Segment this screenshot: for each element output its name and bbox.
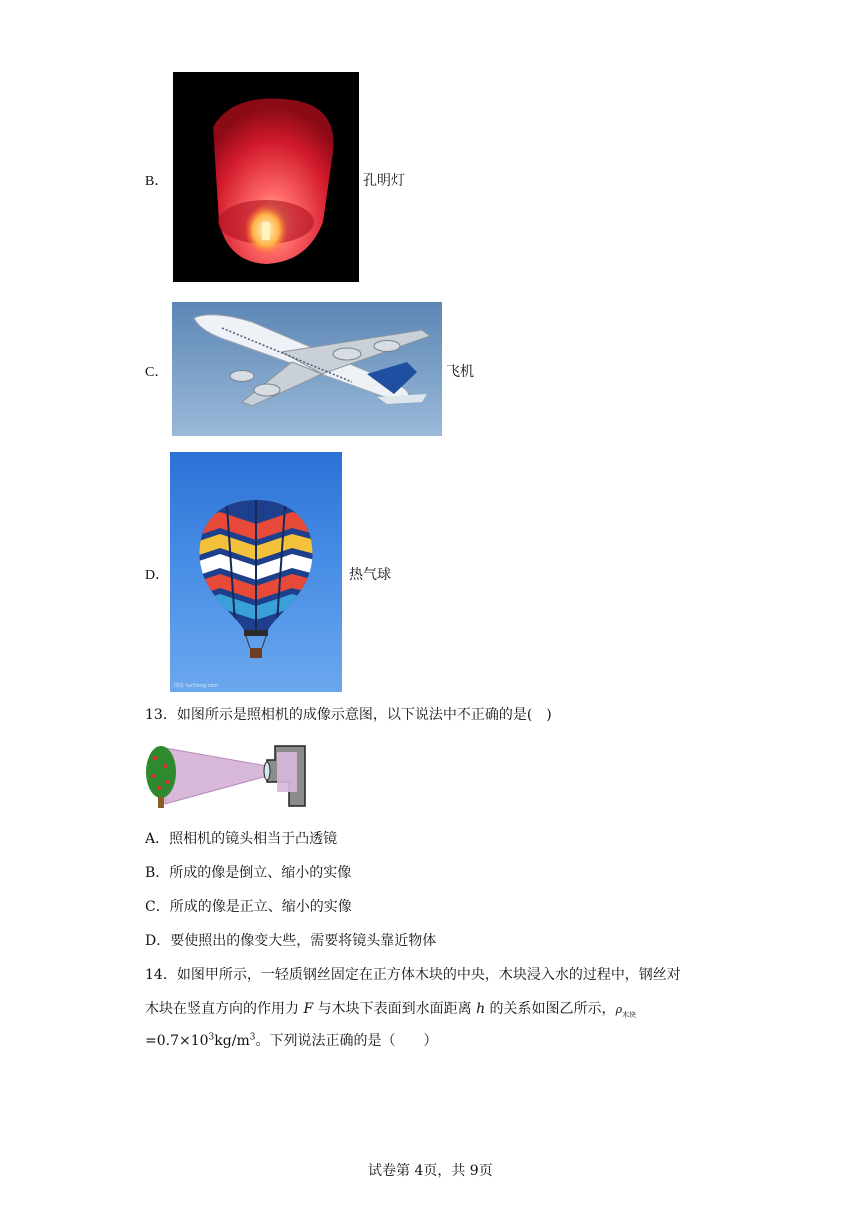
q14-line-3-text-a: =0.7×10	[145, 1033, 209, 1049]
q13-stem: 13．如图所示是照相机的成像示意图，以下说法中不正确的是( )	[145, 707, 552, 723]
q14-line-2-text-b: 与木块下表面到水面距离	[313, 1001, 477, 1017]
exponent-1: 3	[208, 1032, 215, 1043]
option-c-letter: C．	[145, 365, 169, 380]
force-symbol: F	[303, 1001, 314, 1017]
page-footer: 试卷第 4页，共 9页	[368, 1163, 493, 1179]
density-subscript: 木块	[622, 1010, 637, 1019]
sky-lantern-image	[173, 72, 359, 282]
option-c-caption: 飞机	[446, 364, 474, 380]
image-watermark: 图虫 tuchong.com	[174, 683, 219, 689]
height-symbol: h	[476, 1001, 486, 1017]
q13-choice-d: D．要使照出的像变大些，需要将镜头靠近物体	[145, 933, 437, 949]
exponent-2: 3	[249, 1032, 256, 1043]
q14-line-3-text-b: kg/m	[214, 1033, 250, 1049]
q14-line-3-text-c: 。下列说法正确的是（ ）	[255, 1033, 438, 1049]
camera-imaging-diagram	[143, 742, 313, 810]
option-b-caption: 孔明灯	[363, 173, 405, 189]
q13-choice-a: A．照相机的镜头相当于凸透镜	[145, 831, 338, 847]
q13-choice-c: C．所成的像是正立、缩小的实像	[145, 899, 352, 915]
q14-line-1: 14．如图甲所示，一轻质钢丝固定在正方体木块的中央，木块浸入水的过程中，钢丝对	[145, 967, 681, 983]
option-d-caption: 热气球	[349, 567, 391, 583]
option-b-letter: B．	[145, 174, 169, 189]
q14-line-3	[145, 1030, 437, 1050]
hot-air-balloon-icon	[170, 452, 342, 692]
q13-choice-b: B．所成的像是倒立、缩小的实像	[145, 865, 352, 881]
option-d-letter: D．	[145, 568, 170, 583]
hot-air-balloon-image	[170, 452, 342, 692]
airplane-image	[172, 302, 442, 436]
q14-line-2	[145, 998, 636, 1020]
sky-lantern-icon	[173, 72, 359, 282]
camera-diagram-icon	[143, 742, 313, 810]
q14-line-2-text-c: 的关系如图乙所示，	[485, 1001, 616, 1017]
q14-line-2-text-a: 木块在竖直方向的作用力	[145, 1001, 304, 1017]
airplane-icon	[172, 302, 442, 436]
density-symbol: ρ	[615, 1003, 623, 1016]
